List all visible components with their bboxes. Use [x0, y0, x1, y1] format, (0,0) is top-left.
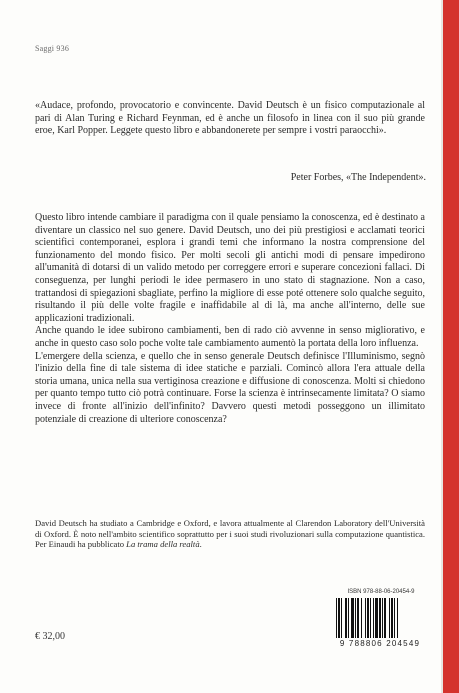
- red-spine-edge: [443, 0, 459, 693]
- book-description: [35, 212, 425, 426]
- author-bio-text: David Deutsch ha studiato a Cambridge e Oxford, e lavora attualmente al Clarendon Laboratory dell'Università di Oxford. È noto nell'ambito scientifico soprattutto per i suoi studi rivoluzionari sulla computazione quantistica. Per Einaudi ha pubblicato: [35, 518, 425, 550]
- price-label: € 32,00: [35, 631, 65, 642]
- review-quote: «Audace, profondo, provocatorio e convincente. David Deutsch è un fisico computazionale al pari di Alan Turing e Richard Feynman, ed è anche un filosofo in linea con il suo più grande eroe, Karl Popper. Leggete questo libro e abbandonerete per sempre i vostri paraocchi».: [35, 100, 425, 137]
- description-paragraph-2: Anche quando le idee subirono cambiamenti, ben di rado ciò avvenne in senso migliorativo, e anche in questo caso solo poche volte tale cambiamento aumentò la portata della loro influenza.: [35, 325, 425, 349]
- review-source: Peter Forbes, «The Independent».: [290, 172, 426, 183]
- series-label: Saggi 936: [35, 44, 70, 53]
- barcode-digits: 9 788806 204549: [339, 639, 421, 648]
- description-paragraph-1: Questo libro intende cambiare il paradigma con il quale pensiamo la conoscenza, ed è destinato a diventare un classico nel suo genere. David Deutsch, uno dei più prestigiosi e acclamati teorici scientifici contemporanei, esplora i grandi temi che informano la nostra comprensione del funzionamento del mondo fisico. Per molti secoli gli antichi modi di pensare impedirono all'umanità di dotarsi di un valido metodo per correggere errori e superare concezioni fallaci. Di conseguenza, per lunghi periodi le idee permasero in uno stato di stagnazione. Non a caso, trattandosi di spiegazioni sbagliate, perfino la migliore di esse poté ottenere solo qualche seguito, risultando il più delle volte fragile e inaffidabile al di là, ma anche all'interno, delle sue applicazioni tradizionali.: [35, 212, 425, 324]
- author-bio-end: .: [199, 539, 202, 550]
- author-bio-book-title: La trama della realtà: [126, 539, 200, 550]
- author-bio: [35, 518, 425, 550]
- barcode: [334, 598, 426, 638]
- isbn-label: ISBN 978-88-06-20454-9: [347, 589, 415, 595]
- description-paragraph-3: L'emergere della scienza, e quello che in senso generale Deutsch definisce l'Illuminismo, segnò l'inizio della fine di tale sistema di idee statiche e parziali. Comincò allora l'era attuale della storia umana, unica nella sua vertiginosa creazione e diffusione di conoscenza. Molti si chiedono per quanto tempo tutto ciò potrà continuare. Forse la scienza è intrinsecamente limitata? O siamo invece di fronte all'inizio dell'infinito? Davvero questi metodi posseggono un illimitato potenziale di creazione di ulteriore conoscenza?: [35, 350, 425, 425]
